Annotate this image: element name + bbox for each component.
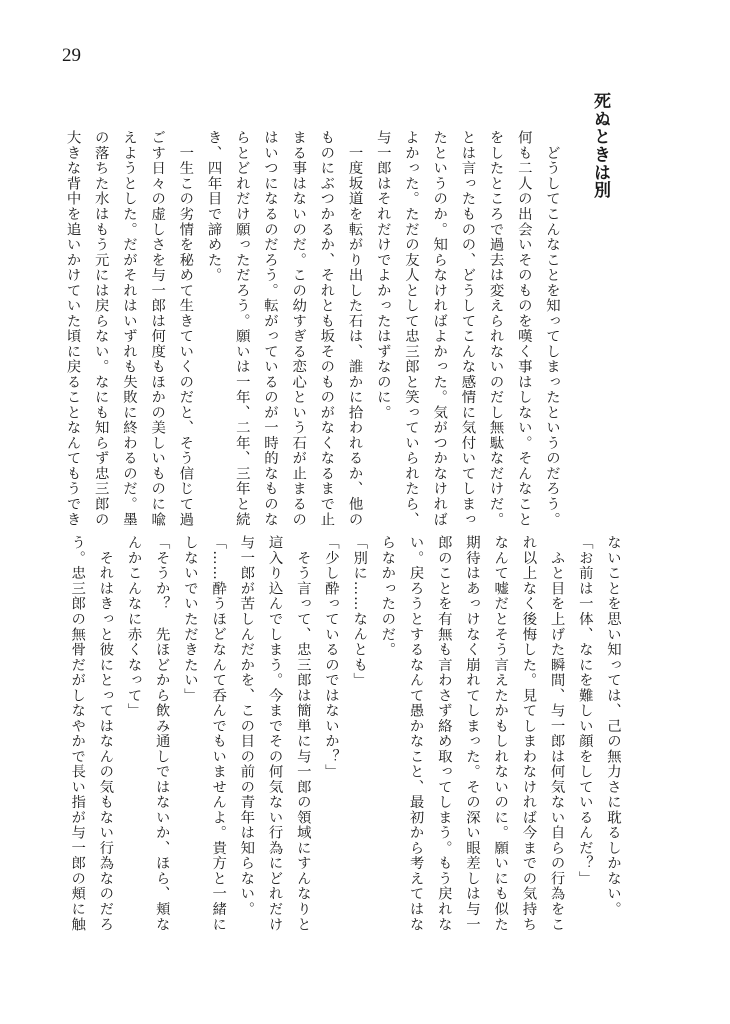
text-line: よかった。ただの友人として忠三郎と笑っていられたら、 bbox=[402, 130, 419, 527]
text-line: 与一郎はそれだけでよかったはずなのに。 bbox=[374, 130, 391, 421]
chapter-title: 死ぬときは別 bbox=[590, 92, 610, 200]
text-line: 「お前は一体、なにを難しい顔をしているんだ？」 bbox=[576, 535, 593, 887]
page-number: 29 bbox=[62, 45, 81, 66]
text-line: 這入り込んでしまう。今までその何気ない行為にどれだけ bbox=[266, 535, 283, 932]
text-line: 何も二人の出会いそのものを嘆く事はしない。そんなこと bbox=[515, 130, 532, 527]
text-block-top bbox=[58, 130, 566, 527]
text-line: 「少し酔っているのではないか？」 bbox=[322, 535, 339, 780]
text-line: はいつになるのだろう。転がっているのが一時的なものな bbox=[261, 130, 278, 527]
text-line: どうしてこんなことを知ってしまったというのだろう。 bbox=[544, 130, 560, 527]
text-line: をしたところで過去は変えられないのだし無駄なだけだ。 bbox=[487, 130, 504, 527]
text-line: それはきっと彼にとってはなんの気もない行為なのだろ bbox=[97, 535, 114, 932]
text-line: 大きな背中を追いかけていた頃に戻ることなんてもうでき bbox=[64, 130, 81, 527]
text-line: とは言ったものの、どうしてこんな感情に気付いてしまっ bbox=[459, 130, 476, 527]
text-line: なんて嘘だとそう言えたかもしれないのに。願いにも似た bbox=[492, 535, 509, 932]
text-line: しないでいただきたい」 bbox=[181, 535, 198, 703]
text-line: らとどれだけ願っただろう。願いは一年、二年、三年と続 bbox=[233, 130, 250, 527]
text-line: の落ちた水はもう元には戻らない。なにも知らず忠三郎の bbox=[92, 130, 109, 527]
text-line: 一度坂道を転がり出した石は、誰かに拾われるか、他の bbox=[346, 130, 363, 527]
text-line: えようとした。だがそれはいずれも失敗に終わるのだ。墨 bbox=[120, 130, 137, 527]
text-line: う。忠三郎の無骨だがしなやかで長い指が与一郎の頬に触 bbox=[69, 535, 86, 932]
text-line: 「別に……なんとも」 bbox=[351, 535, 368, 688]
text-line: ものにぶつかるか、それとも坂そのものがなくなるまで止 bbox=[318, 130, 335, 527]
text-line: まる事はないのだ。この幼すぎる恋心という石が止まるの bbox=[290, 130, 307, 527]
text-line: ないことを思い知っては、己の無力さに耽るしかない。 bbox=[605, 535, 621, 917]
text-line: き、四年目で諦めた。 bbox=[205, 130, 222, 283]
text-line: ごす日々の虚しさを与一郎は何度もほかの美しいものに喩 bbox=[149, 130, 166, 527]
text-line: 郎のことを有無も言わさず絡め取ってしまう。もう戻れな bbox=[435, 535, 452, 932]
text-line: れ以上なく後悔した。見てしまわなければ今までの気持ち bbox=[520, 535, 537, 932]
text-line: 「……酔うほどなんて呑んでもいませんよ。貴方と一緒に bbox=[210, 535, 227, 932]
text-line: 与一郎が苦しんだかを、この目の前の青年は知らない。 bbox=[238, 535, 255, 917]
text-line: んかこんなに赤くなって」 bbox=[125, 535, 142, 719]
text-line: 「そうか？ 先ほどから飲み通しではないか、ほら、頬な bbox=[153, 535, 170, 932]
text-line: らなかったのだ。 bbox=[379, 535, 396, 658]
text-line: 期待はあっけなく崩れてしまった。その深い眼差しは与一 bbox=[463, 535, 480, 932]
text-line: たというのか。知らなければよかった。気がつかなければ bbox=[431, 130, 448, 527]
text-line: い。戻ろうとするなんて愚かなこと、最初から考えてはな bbox=[407, 535, 424, 932]
text-line: 一生この劣情を秘めて生きていくのだと、そう信じて過 bbox=[177, 130, 194, 527]
text-line: そう言って、忠三郎は簡単に与一郎の領域にすんなりと bbox=[294, 535, 311, 932]
text-block-bottom bbox=[63, 535, 627, 955]
text-line: ふと目を上げた瞬間、与一郎は何気ない自らの行為をこ bbox=[548, 535, 565, 932]
